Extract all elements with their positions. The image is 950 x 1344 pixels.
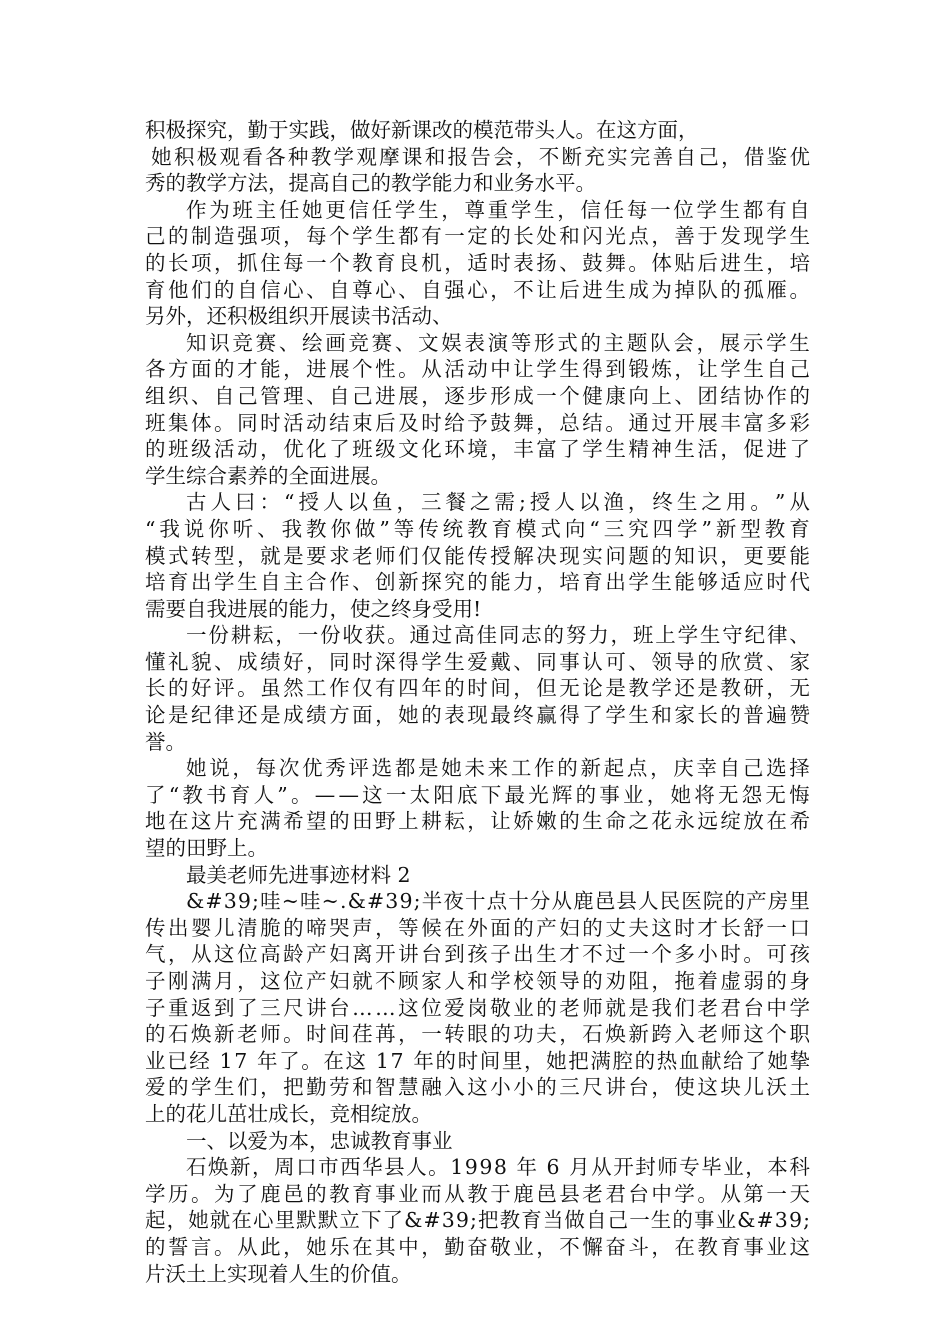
text-line: 培 育 出 学 生 自 主 合 作 、 创 新 探 究 的 能 力 ， 培 育 出 学 生 能 够 适 应 时 代 bbox=[145, 570, 810, 595]
text-line: 传 出 婴 儿 清 脆 的 啼 哭 声 ， 等 候 在 外 面 的 产 妇 的 丈 夫 这 时 才 长 舒 一 口 bbox=[145, 915, 810, 940]
text-line: “ 我 说 你 听 、 我 教 你 做 ” 等 传 统 教 育 模 式 向 “ 三 究 四 学 ” 新 型 教 育 bbox=[145, 516, 810, 541]
text-line: 她 积 极 观 看 各 种 教 学 观 摩 课 和 报 告 会 ， 不 断 充 实 完 善 自 己 ， 借 鉴 优 bbox=[151, 144, 810, 169]
text-line: 的 誓 言 。 从 此 ， 她 乐 在 其 中 ， 勤 奋 敬 业 ， 不 懈 奋 斗 ， 在 教 育 事 业 这 bbox=[145, 1234, 810, 1259]
text-line: 子 重 返 到 了 三 尺 讲 台 … … 这 位 爱 岗 敬 业 的 老 师 就 是 我 们 老 君 台 中 学 bbox=[145, 995, 810, 1020]
text-line: 誉。 bbox=[145, 729, 186, 754]
text-line: 育 他 们 的 自 信 心 、 自 尊 心 、 自 强 心 ， 不 让 后 进 生 成 为 掉 队 的 孤 雁 。 bbox=[145, 277, 810, 302]
text-line: 子 刚 满 月 ， 这 位 产 妇 就 不 顾 家 人 和 学 校 领 导 的 劝 阻 ， 拖 着 虚 弱 的 身 bbox=[145, 969, 810, 993]
text-line: 片沃土上实现着人生的价值。 bbox=[145, 1261, 412, 1286]
text-line: 长 的 好 评 。 虽 然 工 作 仅 有 四 年 的 时 间 ， 但 无 论 是 教 学 还 是 教 研 ， 无 bbox=[145, 676, 810, 701]
text-line: 古 人 曰 ： “ 授 人 以 鱼 ， 三 餐 之 需 ; 授 人 以 渔 ， 终 生 之 用 。 ” 从 bbox=[186, 490, 810, 515]
text-line: 另外，还积极组织开展读书活动、 bbox=[145, 304, 453, 329]
text-line: 业 已 经 1 7 年 了 。 在 这 1 7 年 的 时 间 里 ， 她 把 满 腔 的 热 血 献 给 了 她 挚 bbox=[145, 1048, 810, 1073]
text-line: 的 长 项 ， 抓 住 每 一 个 教 育 良 机 ， 适 时 表 扬 、 鼓 舞 。 体 贴 后 进 生 ， 培 bbox=[145, 250, 810, 275]
text-line: 作 为 班 主 任 她 更 信 任 学 生 ， 尊 重 学 生 ， 信 任 每 一 位 学 生 都 有 自 bbox=[186, 197, 810, 222]
text-line: 积极探究，勤于实践，做好新课改的模范带头人。在这方面， bbox=[145, 118, 699, 142]
text-line: 学生综合素养的全面进展。 bbox=[145, 463, 391, 488]
text-line: 一 份 耕 耘 ， 一 份 收 获 。 通 过 高 佳 同 志 的 努 力 ， 班 上 学 生 守 纪 律 、 bbox=[186, 623, 810, 648]
text-line: 论 是 纪 律 还 是 成 绩 方 面 ， 她 的 表 现 最 终 赢 得 了 学 生 和 家 长 的 普 遍 赞 bbox=[145, 703, 810, 728]
text-line: 需要自我进展的能力，使之终身受用! bbox=[145, 596, 482, 621]
text-line: 了 “ 教 书 育 人 ” 。 — — 这 一 太 阳 底 下 最 光 辉 的 事 业 ， 她 将 无 怨 无 悔 bbox=[145, 782, 810, 807]
text-line: 秀的教学方法，提高自己的教学能力和业务水平。 bbox=[145, 171, 596, 196]
text-line: 知 识 竞 赛 、 绘 画 竞 赛 、 文 娱 表 演 等 形 式 的 主 题 队 会 ， 展 示 学 生 bbox=[186, 330, 810, 355]
text-line: 上的花儿茁壮成长，竞相绽放。 bbox=[145, 1101, 432, 1126]
text-line: 各 方 面 的 才 能 ， 进 展 个 性 。 从 活 动 中 让 学 生 得 到 锻 炼 ， 让 学 生 自 己 bbox=[145, 357, 810, 382]
text-line: 一、以爱为本，忠诚教育事业 bbox=[186, 1128, 453, 1153]
text-line: 望的田野上。 bbox=[145, 836, 268, 861]
text-line: 石 焕 新 ， 周 口 市 西 华 县 人 。 1 9 9 8 年 6 月 从 开 封 师 专 毕 业 ， 本 科 bbox=[186, 1155, 810, 1180]
text-line: & # 3 9 ; 哇 ~ 哇 ~ . & # 3 9 ; 半 夜 十 点 十 分 从 鹿 邑 县 人 民 医 院 的 产 房 里 bbox=[186, 889, 810, 914]
text-line: 己 的 制 造 强 项 ， 每 个 学 生 都 有 一 定 的 长 处 和 闪 光 点 ， 善 于 发 现 学 生 bbox=[145, 224, 810, 249]
text-line: 组 织 、 自 己 管 理 、 自 己 进 展 ， 逐 步 形 成 一 个 健 康 向 上 、 团 结 协 作 的 bbox=[145, 383, 810, 408]
text-line: 最美老师先进事迹材料 2 bbox=[186, 862, 411, 887]
text-line: 她 说 ， 每 次 优 秀 评 选 都 是 她 未 来 工 作 的 新 起 点 ， 庆 幸 自 己 选 择 bbox=[186, 756, 810, 781]
text-line: 懂 礼 貌 、 成 绩 好 ， 同 时 深 得 学 生 爱 戴 、 同 事 认 可 、 领 导 的 欣 赏 、 家 bbox=[145, 649, 810, 674]
text-line: 爱 的 学 生 们 ， 把 勤 劳 和 智 慧 融 入 这 小 小 的 三 尺 讲 台 ， 使 这 块 儿 沃 土 bbox=[145, 1075, 810, 1100]
text-line: 学 历 。 为 了 鹿 邑 的 教 育 事 业 而 从 教 于 鹿 邑 县 老 君 台 中 学 。 从 第 一 天 bbox=[145, 1181, 810, 1206]
text-line: 模 式 转 型 ， 就 是 要 求 老 师 们 仅 能 传 授 解 决 现 实 问 题 的 知 识 ， 更 要 能 bbox=[145, 543, 810, 568]
text-line: 气 ， 从 这 位 高 龄 产 妇 离 开 讲 台 到 孩 子 出 生 才 不 过 一 个 多 小 时 。 可 孩 bbox=[145, 942, 810, 967]
text-line: 的 班 级 活 动 ， 优 化 了 班 级 文 化 环 境 ， 丰 富 了 学 生 精 神 生 活 ， 促 进 了 bbox=[145, 437, 810, 462]
text-line: 起 ， 她 就 在 心 里 默 默 立 下 了 & # 3 9 ; 把 教 育 当 做 自 己 一 生 的 事 业 & # 3 9 ; bbox=[145, 1208, 810, 1233]
document-body bbox=[145, 117, 810, 1287]
text-line: 班 集 体 。 同 时 活 动 结 束 后 及 时 给 予 鼓 舞 ， 总 结 。 通 过 开 展 丰 富 多 彩 bbox=[145, 410, 810, 435]
text-line: 的 石 焕 新 老 师 。 时 间 荏 苒 ， 一 转 眼 的 功 夫 ， 石 焕 新 跨 入 老 师 这 个 职 bbox=[145, 1022, 810, 1047]
text-line: 地 在 这 片 充 满 希 望 的 田 野 上 耕 耘 ， 让 娇 嫩 的 生 命 之 花 永 远 绽 放 在 希 bbox=[145, 809, 810, 834]
